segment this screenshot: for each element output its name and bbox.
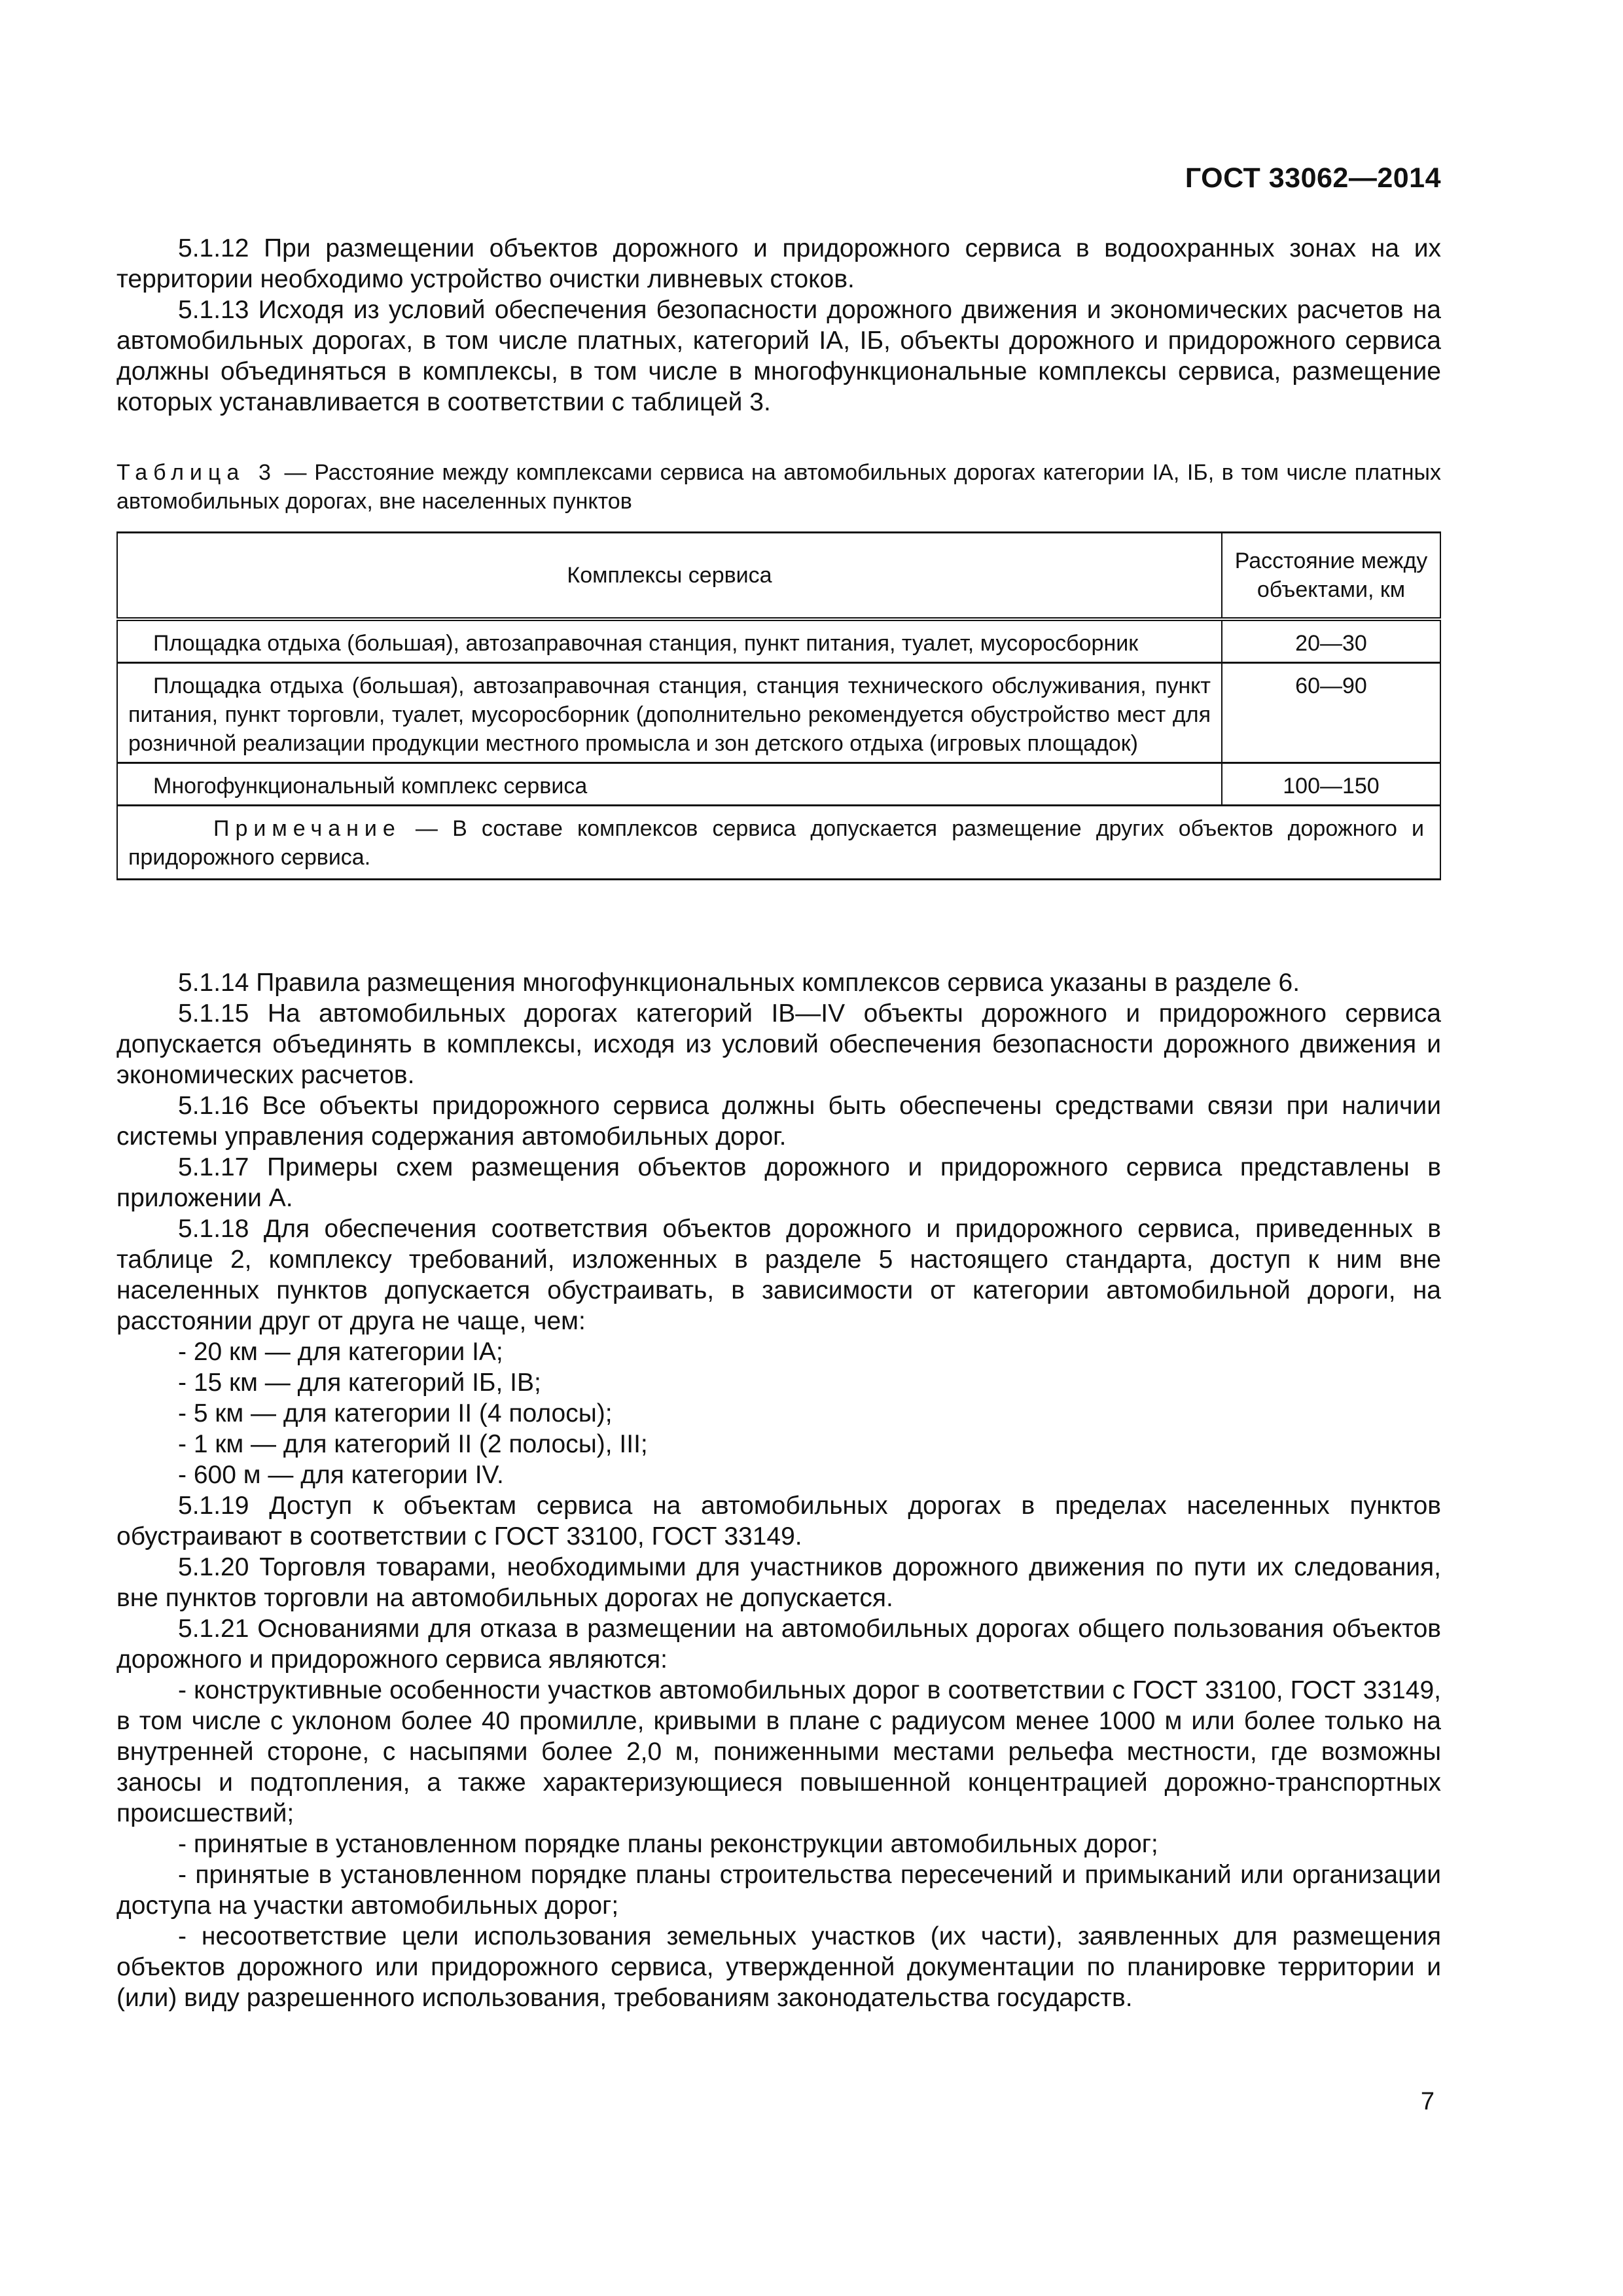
table-caption-text: — Расстояние между комплексами сервиса на автомобильных дорогах категории IА, IБ, в том числе платных автомобильных дорогах, вне населенных пунктов: [116, 460, 1441, 514]
cell-distance: 60—90: [1222, 663, 1440, 763]
table-header-row: [117, 533, 1440, 620]
note-label: Примечание: [213, 816, 401, 841]
table-row: [117, 663, 1440, 763]
table-row: [117, 619, 1440, 663]
paragraph: 5.1.18 Для обеспечения соответствия объектов дорожного и придорожного сервиса, приведенных в таблице 2, комплексу требований, изложенных в разделе 5 настоящего стандарта, доступ к ним вне населенных пунктов допускается обустраивать, в зависимости от категории автомобильной дороги, на расстоянии друг от друга не чаще, чем:: [116, 1215, 1441, 1335]
paragraph-5-1-13: 5.1.13 Исходя из условий обеспечения безопасности дорожного движения и экономических расчетов на автомобильных дорогах, в том числе платных, категорий IА, IБ, объекты дорожного и придорожного сервиса должны объединяться в комплексы, в том числе в многофункциональные комплексы сервиса, размещение которых устанавливается в соответствии с таблицей 3.: [116, 296, 1441, 416]
list-item: - 15 км — для категорий IБ, IВ;: [178, 1369, 541, 1397]
paragraph: 5.1.21 Основаниями для отказа в размещении на автомобильных дорогах общего пользования объектов дорожного и придорожного сервиса являются:: [116, 1615, 1441, 1674]
table-caption: [116, 458, 1441, 516]
list-item: - 5 км — для категории II (4 полосы);: [178, 1399, 613, 1427]
page-number: 7: [1420, 2088, 1435, 2115]
table-note-row: [117, 806, 1440, 880]
header-distance-km: Расстояние между объектами, км: [1222, 533, 1440, 620]
header-service-complexes: Комплексы сервиса: [117, 533, 1222, 620]
list-item: - 600 м — для категории IV.: [178, 1461, 504, 1489]
table-caption-label: Таблица 3: [116, 460, 277, 485]
paragraph: 5.1.20 Торговля товарами, необходимыми для участников дорожного движения по пути их следования, вне пунктов торговли на автомобильных дорогах не допускается.: [116, 1553, 1441, 1612]
paragraph: 5.1.19 Доступ к объектам сервиса на автомобильных дорогах в пределах населенных пунктов обустраивают в соответствии с ГОСТ 33100, ГОСТ 33149.: [116, 1492, 1441, 1551]
note-text: — В составе комплексов сервиса допускается размещение других объектов дорожного и придорожного сервиса.: [128, 816, 1424, 870]
table-note: [117, 806, 1440, 880]
list-item: - 20 км — для категории IА;: [178, 1338, 503, 1366]
paragraph: 5.1.14 Правила размещения многофункциональных комплексов сервиса указаны в разделе 6.: [178, 969, 1300, 997]
table-row: [117, 763, 1440, 806]
paragraph: - принятые в установленном порядке планы реконструкции автомобильных дорог;: [178, 1830, 1158, 1858]
paragraph: 5.1.15 На автомобильных дорогах категорий IВ—IV объекты дорожного и придорожного сервиса допускается объединять в комплексы, исходя из условий обеспечения безопасности дорожного движения и экономических расчетов.: [116, 999, 1441, 1089]
paragraph: 5.1.16 Все объекты придорожного сервиса должны быть обеспечены средствами связи при наличии системы управления содержания автомобильных дорог.: [116, 1092, 1441, 1151]
cell-distance: 20—30: [1222, 619, 1440, 663]
list-item: - 1 км — для категорий II (2 полосы), III;: [178, 1430, 648, 1458]
paragraph: - конструктивные особенности участков автомобильных дорог в соответствии с ГОСТ 33100, ГОСТ 33149, в том числе с уклоном более 40 промилле, кривыми в плане с радиусом менее 1000 м или более только на внутренней стороне, с насыпями более 2,0 м, пониженными местами рельефа местности, где возможны заносы и подтопления, а также характеризующиеся повышенной концентрацией дорожно-транспортных происшествий;: [116, 1676, 1441, 1827]
paragraph: 5.1.17 Примеры схем размещения объектов дорожного и придорожного сервиса представлены в приложении А.: [116, 1153, 1441, 1212]
cell-complex: Площадка отдыха (большая), автозаправочная станция, станция технического обслуживания, пункт питания, пункт торговли, туалет, мусоросборник (дополнительно рекомендуется обустройство мест для розничной реализации продукции местного промысла и зон детского отдыха (игровых площадок): [117, 663, 1222, 763]
document-code-header: ГОСТ 33062—2014: [1185, 162, 1441, 194]
section-top-paragraphs: [116, 233, 1441, 418]
paragraph: - принятые в установленном порядке планы строительства пересечений и примыканий или организации доступа на участки автомобильных дорог;: [116, 1861, 1441, 1920]
cell-complex: Многофункциональный комплекс сервиса: [117, 763, 1222, 806]
cell-distance: 100—150: [1222, 763, 1440, 806]
section-bottom-paragraphs: [116, 967, 1441, 2013]
cell-complex: Площадка отдыха (большая), автозаправочная станция, пункт питания, туалет, мусоросборник: [117, 619, 1222, 663]
paragraph-5-1-12: 5.1.12 При размещении объектов дорожного и придорожного сервиса в водоохранных зонах на их территории необходимо устройство очистки ливневых стоков.: [116, 234, 1441, 293]
service-complexes-table: [116, 531, 1441, 880]
paragraph: - несоответствие цели использования земельных участков (их части), заявленных для размещения объектов дорожного или придорожного сервиса, утвержденной документации по планировке территории и (или) виду разрешенного использования, требованиям законодательства государств.: [116, 1922, 1441, 2012]
